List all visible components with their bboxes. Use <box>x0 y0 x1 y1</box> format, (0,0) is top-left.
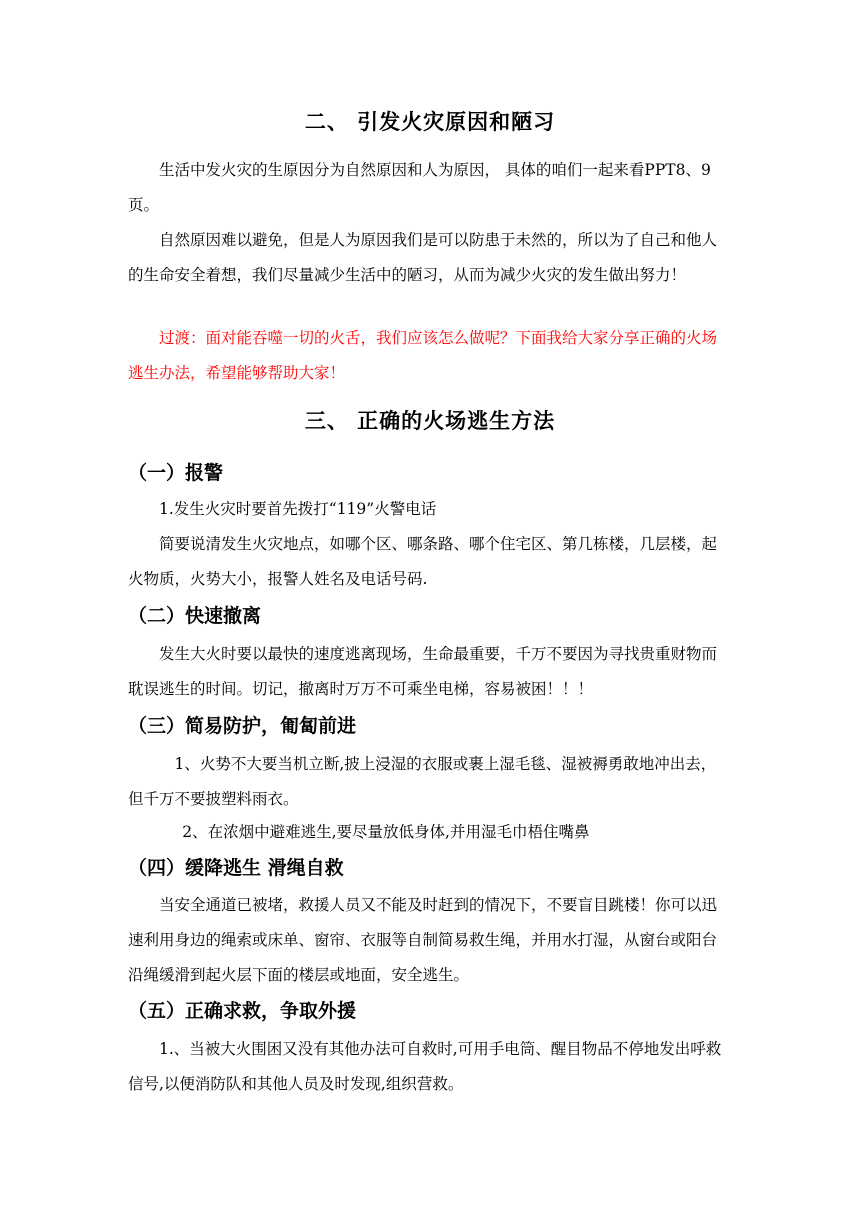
subsection-5-paragraph-1: 1.、当被大火围困又没有其他办法可自救时,可用手电筒、醒目物品不停地发出呼救信号,以便消防队和其他人员及时发现,组织营救。 <box>128 1040 722 1093</box>
section-3-title: 三、 正确的火场逃生方法 <box>304 409 556 433</box>
section-2-paragraph-2: 自然原因难以避免，但是人为原因我们是可以防患于未然的，所以为了自己和他人的生命安全着想，我们尽量减少生活中的陋习，从而为减少火灾的发生做出努力！ <box>128 231 718 284</box>
subsection-3-paragraph-2: 2、在浓烟中避难逃生,要尽量放低身体,并用湿毛巾梧住嘴鼻 <box>182 823 590 841</box>
subsection-1-title: （一）报警 <box>128 462 224 484</box>
section-2-title: 二、 引发火灾原因和陋习 <box>304 110 556 134</box>
section-2-paragraph-1: 生活中发火灾的生原因分为自然原因和人为原因， 具体的咱们一起来看PPT8、9页。 <box>128 161 711 214</box>
subsection-1-paragraph-2: 简要说清发生火灾地点，如哪个区、哪条路、哪个住宅区、第几栋楼，几层楼，起火物质，火势大小，报警人姓名及电话号码. <box>128 535 718 588</box>
subsection-2-title: （二）快速撤离 <box>128 605 262 627</box>
subsection-2-paragraph-1: 发生大火时要以最快的速度逃离现场，生命最重要，千万不要因为寻找贵重财物而耽误逃生的时间。切记，撤离时万万不可乘坐电梯，容易被困！！！ <box>128 645 718 698</box>
subsection-1-paragraph-1: 1.发生火灾时要首先拨打“119”火警电话 <box>159 500 437 518</box>
transition-paragraph: 过渡：面对能吞噬一切的火舌，我们应该怎么做呢？下面我给大家分享正确的火场逃生办法，希望能够帮助大家！ <box>128 329 718 382</box>
subsection-3-paragraph-1: 1、火势不大要当机立断,披上浸湿的衣服或裹上湿毛毯、湿被褥勇敢地冲出去，但千万不要披塑料雨衣。 <box>128 755 717 808</box>
subsection-4-paragraph-1: 当安全通道已被堵，救援人员又不能及时赶到的情况下，不要盲目跳楼！你可以迅速利用身边的绳索或床单、窗帘、衣服等自制简易救生绳，并用水打湿，从窗台或阳台沿绳缓滑到起火层下面的楼层或地面，安全逃生。 <box>128 896 718 984</box>
subsection-5-title: （五）正确求救，争取外援 <box>128 1000 357 1022</box>
subsection-4-title: （四）缓降逃生 滑绳自救 <box>128 857 344 879</box>
subsection-3-title: （三）简易防护，匍匐前进 <box>128 715 357 737</box>
